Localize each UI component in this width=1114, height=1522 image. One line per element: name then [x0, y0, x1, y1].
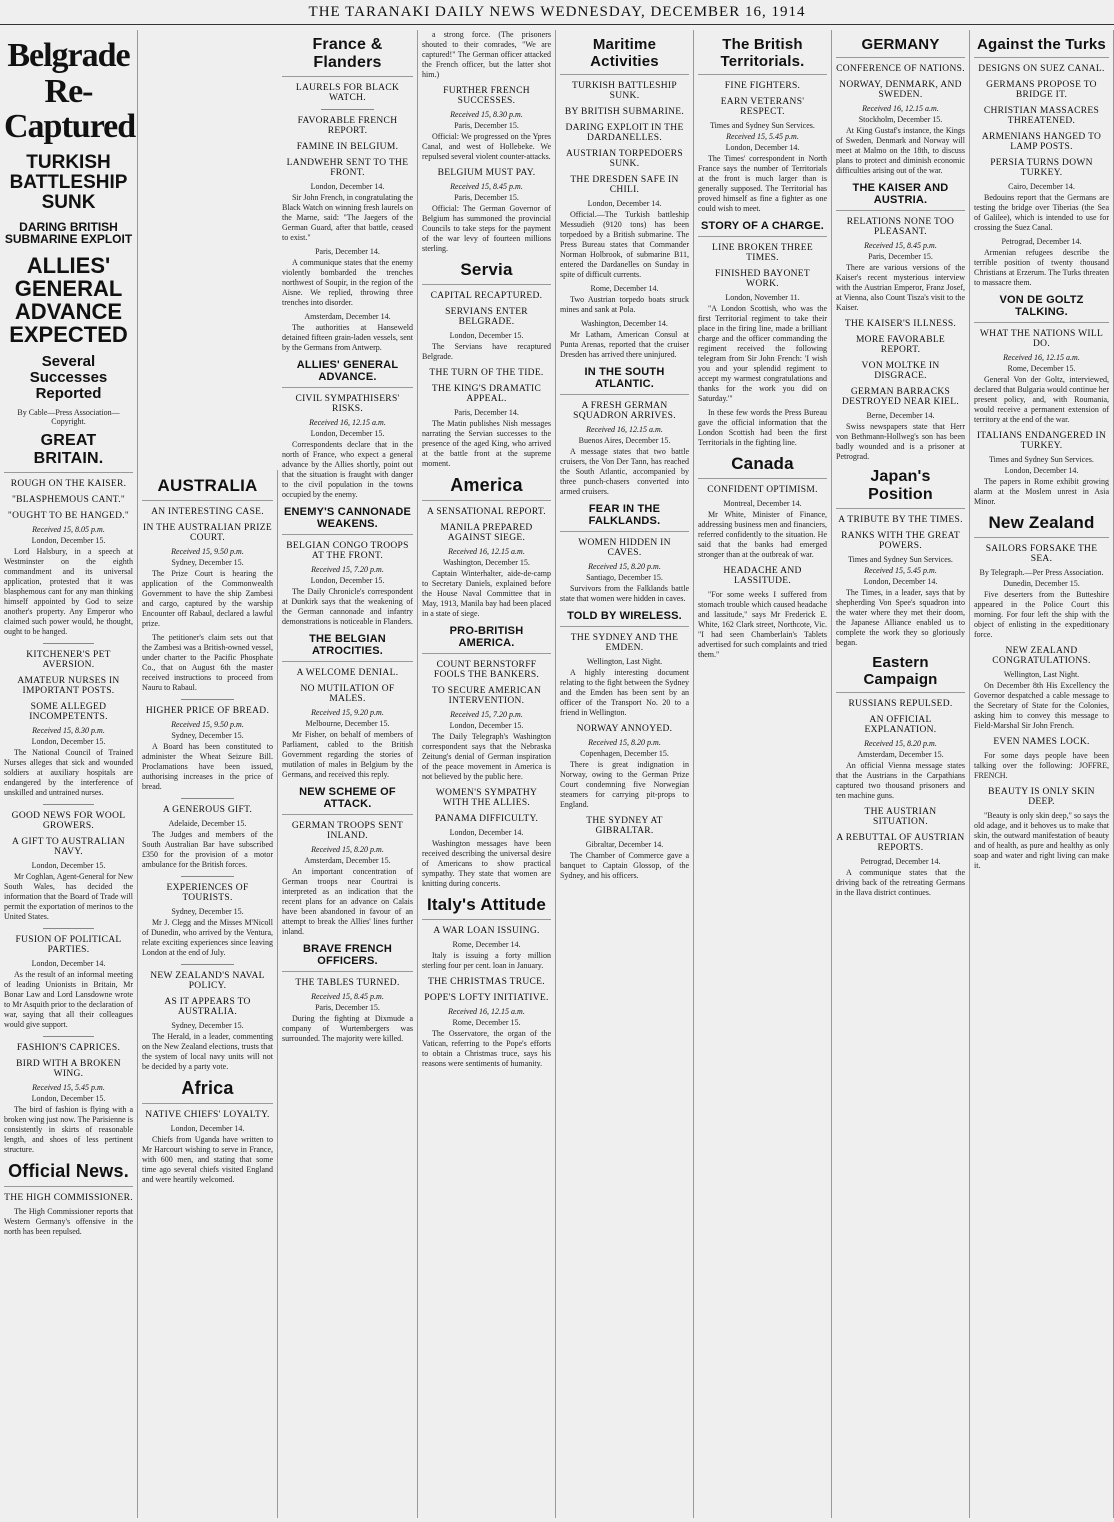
section-servia: Servia	[422, 260, 551, 285]
dateline: London, December 15.	[449, 721, 524, 730]
dateline: Paris, December 15.	[454, 193, 519, 202]
section-eastern-campaign: Eastern Campaign	[836, 654, 965, 693]
headline-daring-submarine: DARING BRITISH SUBMARINE EXPLOIT	[4, 219, 133, 247]
dateline: London, November 11.	[725, 293, 800, 302]
subhead: DARING EXPLOIT IN THE DARDANELLES.	[565, 123, 684, 143]
divider	[181, 964, 233, 965]
received-time: Received 15, 8.45 p.m.	[864, 241, 937, 250]
subhead: "BLASPHEMOUS CANT."	[11, 494, 126, 505]
dateline: Paris, December 14.	[315, 247, 380, 256]
article-text: Washington messages have been received describing the universal desire of Americans to show practical sympathy. They state that women are knitting during concerts.	[422, 839, 551, 888]
subhead: GOOD NEWS FOR WOOL GROWERS.	[11, 810, 126, 831]
received-time: Received 16, 12.15 a.m.	[862, 104, 939, 113]
column-6	[694, 30, 832, 1518]
article-text: The Daily Chronicle's correspondent at Dunkirk says that the weakening of the German cannonade and infantry demonstrations is noticeable in Flanders.	[282, 587, 413, 626]
subhead: PANAMA DIFFICULTY.	[434, 814, 539, 824]
subhead: HEADACHE AND LASSITUDE.	[723, 566, 802, 586]
article-text: General Von der Goltz, interviewed, declared that Bulgaria would continue her present policy, and, with Roumania, would receive a permanent extension of territory at the end of the war.	[974, 375, 1109, 424]
dateline: Petrograd, December 14.	[860, 857, 941, 866]
subhead: FAVORABLE FRENCH REPORT.	[297, 116, 398, 136]
article-text: The bird of fashion is flying with a broken wing just now. The Parisienne is consistently in skirts of reasonable length, and shoes of less pertinent structure.	[4, 1104, 133, 1154]
subhead: COUNT BERNSTORFF FOOLS THE BANKERS.	[433, 660, 540, 680]
divider	[43, 928, 95, 929]
dateline: Washington, December 15.	[443, 558, 530, 567]
byline: By Telegraph.—Per Press Association.	[979, 568, 1104, 577]
subhead: MORE FAVORABLE REPORT.	[855, 335, 946, 355]
received-time: Received 15, 8.30 p.m.	[450, 110, 523, 119]
article-text: A message states that two battle cruisers, the Von Der Tann, has reached the South Atlantic, accompanied by three punch-chasers converted into armed cruisers.	[560, 447, 689, 496]
received-time: Received 15, 5.45 p.m.	[726, 132, 799, 141]
article-text: A communique states that the driving back of the retreating Germans in the Ilava district continues.	[836, 868, 965, 897]
section-australia: AUSTRALIA	[142, 476, 273, 501]
divider	[43, 804, 95, 805]
dateline: Montreal, December 14.	[723, 499, 802, 508]
article-text: Chiefs from Uganda have written to Mr Harcourt wishing to serve in France, with 600 men, and stating that some time ago several chiefs visited England and were heartily welcomed.	[142, 1135, 273, 1184]
subhead: FINE FIGHTERS.	[724, 81, 801, 91]
dateline: Buenos Aires, December 15.	[578, 436, 671, 445]
subhead: ITALIANS ENDANGERED IN TURKEY.	[976, 431, 1107, 451]
subhead: CIVIL SYMPATHISERS' RISKS.	[295, 394, 400, 414]
article-text: A communique states that the enemy violently bombarded the trenches northwest of Soupir, in the region of the Aisne. We replied, throwing three trenches into disorder.	[282, 258, 413, 307]
article-text: The Osservatore, the organ of the Vatican, referring to the Pope's efforts to obtain a Christmas truce, says his reasons were sentiments of humanity.	[422, 1029, 551, 1068]
divider	[181, 798, 233, 799]
received-time: Received 15, 9.20 p.m.	[311, 708, 384, 717]
subhead: SERVIANS ENTER BELGRADE.	[445, 307, 528, 327]
dateline: London, December 14.	[170, 1124, 245, 1133]
received-time: Received 15, 8.45 p.m.	[450, 182, 523, 191]
subhead: BELGIUM MUST PAY.	[437, 168, 536, 178]
subhead: GERMAN BARRACKS DESTROYED NEAR KIEL.	[841, 387, 960, 407]
subhead: A GIFT TO AUSTRALIAN NAVY.	[12, 836, 125, 857]
subhead: NO MUTILATION OF MALES.	[300, 684, 395, 704]
subhead: AS IT APPEARS TO AUSTRALIA.	[164, 997, 251, 1017]
subhead: THE HIGH COMMISSIONER.	[4, 1192, 133, 1203]
headline-allies-advance: ALLIES' GENERAL ADVANCE EXPECTED	[9, 253, 128, 348]
subhead: THE KING'S DRAMATIC APPEAL.	[431, 384, 542, 404]
dateline: Rome, December 15.	[1007, 364, 1076, 373]
article-text: An important concentration of German troops near Courtrai is interpreted as an indication that the recent plans for an advance on Calais have been abandoned in favour of an attempt to break the Allies' lines further inland.	[282, 867, 413, 936]
article-text: Five deserters from the Butteshire appeared in the Police Court this morning. For four left the ship with the object of enlisting in the expeditionary force.	[974, 590, 1109, 639]
dateline: Sydney, December 15.	[171, 907, 244, 916]
subhead: THE DRESDEN SAFE IN CHILI.	[570, 175, 679, 195]
received-time: Received 15, 8.20 p.m.	[864, 739, 937, 748]
article-text: During the fighting at Dixmude a company of Wurtembergers was surrounded. The majority were killed.	[282, 1014, 413, 1043]
dateline: London, December 15.	[310, 429, 385, 438]
subhead: ROUGH ON THE KAISER.	[10, 478, 127, 489]
dateline: Paris, December 15.	[454, 121, 519, 130]
subhead: NEW ZEALAND'S NAVAL POLICY.	[150, 971, 265, 991]
article-text: At King Gustaf's instance, the Kings of Sweden, Denmark and Norway will meet at Malmo on the 18th, to discuss plans to protect and diminish economic difficulties arising out of the war.	[836, 126, 965, 175]
subhead: AN OFFICIAL EXPLANATION.	[864, 715, 937, 735]
subhead: SOME ALLEGED INCOMPETENTS.	[29, 701, 108, 722]
dateline: Adelaide, December 15.	[168, 819, 247, 828]
dateline: Cairo, December 14.	[1008, 182, 1075, 191]
subhead: EXPERIENCES OF TOURISTS.	[166, 883, 249, 903]
article-text: Mr Latham, American Consul at Punta Arenas, reported that the cruiser Dresden has arrived there uninjured.	[560, 330, 689, 359]
subhead: NATIVE CHIEFS' LOYALTY.	[145, 1110, 270, 1120]
article-text: The petitioner's claim sets out that the Zambesi was a British-owned vessel, under charter to the Pacific Phosphate Co., that on August 6th the master received instructions to proceed from Nauru to Rabaul.	[142, 633, 273, 692]
column-8	[970, 30, 1114, 1518]
article-text: The Servians have recaptured Belgrade.	[422, 342, 551, 361]
subhead: AUSTRIAN TORPEDOERS SUNK.	[566, 149, 683, 169]
section-great-britain: GREAT BRITAIN.	[4, 432, 133, 473]
subhead: WOMEN'S SYMPATHY WITH THE ALLIES.	[435, 788, 538, 808]
dateline: Dunedin, December 15.	[1003, 579, 1080, 588]
article-text: On December 8th His Excellency the Governor despatched a cable message to the Secretary of State for the Colonies, asking him to convey this message to Field-Marshal Sir John French.	[974, 681, 1109, 730]
article-text: A highly interesting document relating to the fight between the Sydney and the Emden has been sent by an officer of the Transport No. 20 to a friend in Wellington.	[560, 668, 689, 717]
dateline: Copenhagen, December 15.	[580, 749, 669, 758]
received-time: Received 16, 12.15 a.m.	[1003, 353, 1080, 362]
article-text: The Prize Court is hearing the application of the Commonwealth Government to have the ship Zambesi and cargo, captured by the warship Encounter off Rabaul, declared a lawful prize.	[142, 569, 273, 628]
dateline: London, December 14.	[449, 828, 524, 837]
dateline: Sydney, December 15.	[171, 1021, 244, 1030]
dateline: London, December 14.	[31, 958, 106, 968]
subhead: BEAUTY IS ONLY SKIN DEEP.	[988, 787, 1095, 807]
section-against-turks: Against the Turks	[974, 36, 1109, 58]
dateline: Amsterdam, December 15.	[304, 856, 391, 865]
subhead: EVEN NAMES LOCK.	[993, 737, 1090, 747]
section-south-atlantic: IN THE SOUTH ATLANTIC.	[560, 366, 689, 395]
subhead: ARMENIANS HANGED TO LAMP POSTS.	[981, 132, 1102, 152]
subhead: CONFERENCE OF NATIONS.	[836, 64, 965, 74]
column-2	[138, 470, 278, 1518]
article-text: There is great indignation in Norway, owing to the German Prize Court condemning five Norwegian steamers for carrying pit-props to England.	[560, 760, 689, 809]
section-falklands: FEAR IN THE FALKLANDS.	[560, 503, 689, 532]
dateline: Gibraltar, December 14.	[585, 840, 664, 849]
section-new-scheme: NEW SCHEME OF ATTACK.	[282, 786, 413, 815]
subhead: A WELCOME DENIAL.	[296, 668, 399, 678]
subhead: PERSIA TURNS DOWN TURKEY.	[990, 158, 1093, 178]
article-text: The Herald, in a leader, commenting on the New Zealand elections, trusts that the system of local navy units will not be decided by a party vote.	[142, 1032, 273, 1071]
section-von-de-goltz: VON DE GOLTZ TALKING.	[974, 294, 1109, 323]
subhead: BELGIAN CONGO TROOPS AT THE FRONT.	[286, 541, 409, 561]
section-maritime: Maritime Activities	[560, 36, 689, 75]
received-time: Received 15, 8.30 p.m.	[32, 725, 105, 735]
subhead: THE SYDNEY AT GIBRALTAR.	[586, 816, 663, 836]
subhead: FUSION OF POLITICAL PARTIES.	[15, 934, 122, 955]
subhead: CAPITAL RECAPTURED.	[430, 291, 543, 301]
subhead: LANDWEHR SENT TO THE FRONT.	[286, 158, 409, 178]
subhead: AMATEUR NURSES IN IMPORTANT POSTS.	[17, 675, 120, 696]
section-america: America	[422, 475, 551, 501]
received-time: Received 16, 12.15 a.m.	[309, 418, 386, 427]
section-japan: Japan's Position	[836, 468, 965, 509]
dateline: London, December 15.	[31, 860, 106, 870]
received-time: Received 16, 12.15 a.m.	[448, 1007, 525, 1016]
dateline: Amsterdam, December 15.	[857, 750, 944, 759]
dateline: Sydney, December 15.	[171, 731, 244, 740]
article-text: Italy is issuing a forty million sterling four per cent. loan in January.	[422, 951, 551, 970]
article-text: There are various versions of the Kaiser's recent mysterious interview with the Austrian Emperor, Franz Josef, at Vienna, also Count Tisza's visit to the Kaiser.	[836, 263, 965, 312]
dateline: Rome, December 14.	[452, 940, 521, 949]
received-time: Received 15, 7.20 p.m.	[450, 710, 523, 719]
dateline: London, December 15.	[31, 535, 106, 545]
article-text: The Times, in a leader, says that by shepherding Von Spee's squadron into the water where they met their doom, the Japanese Alliance enabled us to complete the work they so gloriously began.	[836, 588, 965, 647]
dateline: Melbourne, December 15.	[305, 719, 390, 728]
dateline: Sydney, December 15.	[171, 558, 244, 567]
masthead: THE TARANAKI DAILY NEWS WEDNESDAY, DECEMBER 16, 1914	[0, 0, 1114, 25]
received-time: Received 15, 8.20 p.m.	[588, 738, 661, 747]
section-new-zealand: New Zealand	[974, 513, 1109, 538]
subhead: GERMANS PROPOSE TO BRIDGE IT.	[986, 80, 1097, 100]
divider	[321, 109, 373, 110]
column-3	[278, 30, 418, 1518]
article-text: "For some weeks I suffered from stomach trouble which caused headache and lassitude," says Mr Frederick E. White, 162 Clark street, Northcote, Vic. "I had seen Chamberlain's Tablets advertised for such complaints and tried them."	[698, 590, 827, 659]
article-text: For some days people have been talking over the following: JOFFRE, FRENCH.	[974, 751, 1109, 780]
article-text: The authorities at Hanseweld detained fifteen grain-laden vessels, sent by the Germans from Antwerp.	[282, 323, 413, 352]
section-germany: GERMANY	[836, 36, 965, 58]
article-text: Official: The German Governor of Belgium has summoned the provincial Councils to take steps for the payment of the war levy of fourteen millions sterling.	[422, 204, 551, 253]
article-text: Bedouins report that the Germans are testing the bridge over Tiberias (the Sea of Galilee), which is intended to use for crossing the Suez Canal.	[974, 193, 1109, 232]
subhead: A TRIBUTE BY THE TIMES.	[838, 515, 963, 525]
article-text: Mr White, Minister of Finance, addressing business men and financiers, referred confidently to the situation. He said that the banks had emerged stronger than at the outbreak of war.	[698, 510, 827, 559]
subhead: THE TURN OF THE TIDE.	[429, 368, 544, 378]
section-africa: Africa	[142, 1078, 273, 1104]
divider	[43, 643, 95, 644]
article-text: The Daily Telegraph's Washington correspondent says that the Nebraska Zeitung's denial of German inspiration of the peace movement in America is not believed by the public here.	[422, 732, 551, 781]
article-text: Lord Halsbury, in a speech at Westminster on the eighth commandment and its universal application, protested that it was blasphemous cant for any man thinking himself appointed by God to seize another's property. Any Emperor who claimed such power would, he thought, ought to be hanged.	[4, 546, 133, 636]
article-text: Armenian refugees describe the terrible position of twenty thousand Christians at Erzerum. The Turks threaten to massacre them.	[974, 248, 1109, 287]
dateline: London, December 14.	[725, 143, 800, 152]
article-text: A Board has been constituted to administer the Wheat Seizure Bill. Proclamations have been issued, authorising increases in the price of bread.	[142, 742, 273, 791]
dateline: Santiago, December 15.	[586, 573, 663, 582]
dateline: Paris, December 14.	[454, 408, 519, 417]
subhead: CONFIDENT OPTIMISM.	[707, 485, 818, 495]
subhead: DESIGNS ON SUEZ CANAL.	[978, 64, 1105, 74]
article-text: Swiss newspapers state that Herr von Bethmann-Hollweg's son has been badly wounded and is a prisoner at Petrograd.	[836, 422, 965, 461]
service-line: Times and Sydney Sun Services.	[989, 455, 1094, 464]
received-time: Received 15, 5.45 p.m.	[32, 1082, 105, 1092]
section-pro-british: PRO-BRITISH AMERICA.	[422, 625, 551, 654]
dateline: Stockholm, December 15.	[858, 115, 943, 124]
article-text: Official: We progressed on the Ypres Canal, and west of Hollebeke. We repulsed several violent counter-attacks.	[422, 132, 551, 161]
dateline: Wellington, Last Night.	[1003, 670, 1080, 679]
subhead: THE SYDNEY AND THE EMDEN.	[570, 633, 679, 653]
dateline: London, December 14.	[863, 577, 938, 586]
received-time: Received 16, 12.15 a.m.	[448, 547, 525, 556]
column-7	[832, 30, 970, 1518]
subhead: KITCHENER'S PET AVERSION.	[26, 649, 111, 670]
subhead: LINE BROKEN THREE TIMES.	[712, 243, 813, 263]
subhead: IN THE AUSTRALIAN PRIZE COURT.	[143, 523, 272, 543]
subhead: RUSSIANS REPULSED.	[848, 699, 953, 709]
section-canada: Canada	[698, 454, 827, 479]
subhead: TURKISH BATTLESHIP SUNK.	[572, 81, 677, 101]
dateline: London, December 15.	[31, 1093, 106, 1103]
byline: By Cable—Press Association—Copyright.	[17, 407, 120, 426]
divider	[43, 1036, 95, 1037]
section-wireless: TOLD BY WIRELESS.	[560, 610, 689, 627]
dateline: Wellington, Last Night.	[586, 657, 663, 666]
dateline: Paris, December 15.	[868, 252, 933, 261]
subhead: WOMEN HIDDEN IN CAVES.	[578, 538, 671, 558]
column-4	[418, 30, 556, 1518]
article-text: As the result of an informal meeting of leading Unionists in Britain, Mr Bonar Law and Lord Lansdowne wrote to Mr Asquith prior to the declaration of war, saying that all their colleagues would give support.	[4, 969, 133, 1029]
subhead: POPE'S LOFTY INITIATIVE.	[424, 993, 549, 1003]
headline-several-successes: Several Successes Reported	[29, 353, 108, 402]
section-italy: Italy's Attitude	[422, 895, 551, 920]
dateline: London, December 14.	[310, 182, 385, 191]
dateline: Rome, December 14.	[590, 284, 659, 293]
subhead: BIRD WITH A BROKEN WING.	[16, 1058, 121, 1079]
received-time: Received 15, 8.20 p.m.	[588, 562, 661, 571]
headline-turkish-battleship: TURKISH BATTLESHIP SUNK	[9, 152, 128, 213]
subhead: THE TABLES TURNED.	[295, 978, 400, 988]
section-british-territorials: The British Territorials.	[698, 36, 827, 75]
subhead: FURTHER FRENCH SUCCESSES.	[443, 86, 530, 106]
subhead: A GENEROUS GIFT.	[162, 805, 253, 815]
subhead: A SENSATIONAL REPORT.	[427, 507, 546, 517]
subhead: RELATIONS NONE TOO PLEASANT.	[846, 217, 955, 237]
section-allies-advance: ALLIES' GENERAL ADVANCE.	[282, 359, 413, 388]
dateline: Berne, December 14.	[866, 411, 935, 420]
dateline: London, December 14.	[1004, 466, 1079, 475]
article-text: Mr Coghlan, Agent-General for New South Wales, has decided the information that the Board of Trade will permit the exportation of merinos to the United States.	[4, 871, 133, 921]
dateline: Rome, December 15.	[452, 1018, 521, 1027]
subhead: RANKS WITH THE GREAT POWERS.	[841, 531, 960, 551]
divider	[181, 876, 233, 877]
service-line: Times and Sydney Sun Services.	[710, 121, 815, 130]
article-text: "Beauty is only skin deep," so says the old adage, and it behoves us to make that skin, the outward manifestation of beauty and of health, as pure and healthy as only soap and water and right living can make it.	[974, 811, 1109, 870]
section-belgian-atrocities: THE BELGIAN ATROCITIES.	[282, 633, 413, 662]
article-text: The Matin publishes Nish messages narrating the Servian successes to the presence of the aged King, who arrived at the battle front at the supreme moment.	[422, 419, 551, 468]
subhead: A FRESH GERMAN SQUADRON ARRIVES.	[573, 401, 676, 421]
article-text: Mr Fisher, on behalf of members of Parliament, cabled to the British Government regarding the stories of mutilation of males in Belgium by the Germans, and received this reply.	[282, 730, 413, 779]
dateline: London, December 15.	[310, 576, 385, 585]
dateline: Washington, December 14.	[581, 319, 668, 328]
received-time: Received 15, 8.45 p.m.	[311, 992, 384, 1001]
dateline: Paris, December 15.	[315, 1003, 380, 1012]
article-text: a strong force. (The prisoners shouted to their comrades, "We are captured!" The German officer attacked the French officer, but the latter shot him.)	[422, 30, 551, 79]
dateline: London, December 15.	[449, 331, 524, 340]
article-text: Captain Winterhalter, aide-de-camp to Secretary Daniels, explained before the House Naval Committee that in May, 1913, Manila bay had been placed in a state of siege.	[422, 569, 551, 618]
subhead: LAURELS FOR BLACK WATCH.	[295, 83, 400, 103]
received-time: Received 15, 8.20 p.m.	[311, 845, 384, 854]
service-line: Times and Sydney Sun Services.	[848, 555, 953, 564]
column-1	[0, 30, 138, 1518]
received-time: Received 15, 7.20 p.m.	[311, 565, 384, 574]
dateline: London, December 14.	[587, 199, 662, 208]
section-official-news: Official News.	[4, 1161, 133, 1187]
article-text: In these few words the Press Bureau gave the official information that the London Scottish had been the first Territorials in the fighting line.	[698, 408, 827, 447]
subhead: NEW ZEALAND CONGRATULATIONS.	[992, 646, 1091, 666]
section-brave-french: BRAVE FRENCH OFFICERS.	[282, 943, 413, 972]
subhead: VON MOLTKE IN DISGRACE.	[861, 361, 940, 381]
subhead: EARN VETERANS' RESPECT.	[720, 97, 805, 117]
subhead: FASHION'S CAPRICES.	[16, 1042, 121, 1053]
received-time: Received 15, 5.45 p.m.	[864, 566, 937, 575]
subhead: THE KAISER'S ILLNESS.	[844, 319, 957, 329]
article-text: Mr J. Clegg and the Misses M'Nicoll of Dunedin, who arrived by the Ventura, relate exciting experiences since leaving London at the end of July.	[142, 918, 273, 957]
received-time: Received 15, 9.50 p.m.	[171, 720, 244, 729]
article-text: Official.—The Turkish battleship Messudieh (9120 tons) has been torpedoed by a British submarine. The Press Bureau states that Commander Norman Holbrook, of submarine B11, entered the Dardanelles on Sunday in spite of difficult currents.	[560, 210, 689, 279]
subhead: MANILA PREPARED AGAINST SIEGE.	[440, 523, 533, 543]
subhead: A WAR LOAN ISSUING.	[433, 926, 540, 936]
article-text: The Judges and members of the South Australian Bar have subscribed £350 for the provision of a motor ambulance for the British forces.	[142, 830, 273, 869]
subhead: FAMINE IN BELGIUM.	[296, 142, 399, 152]
subhead: CHRISTIAN MASSACRES THREATENED.	[983, 106, 1100, 126]
article-text: "A London Scottish, who was the first Territorial regiment to take their place in the firing line, made a brilliant charge and the officer commanding the regiment received the following telegram from Sir John French: 'I wish you and your splendid regiment to accept my warmest congratulations and thanks for the work you did on Saturday.'"	[698, 304, 827, 403]
subhead: AN INTERESTING CASE.	[151, 507, 264, 517]
headline-belgrade: Belgrade Re-Captured	[4, 37, 136, 146]
received-time: Received 16, 12.15 a.m.	[586, 425, 663, 434]
subhead: HIGHER PRICE OF BREAD.	[145, 706, 270, 716]
subhead: SAILORS FORSAKE THE SEA.	[985, 544, 1098, 564]
subhead: FINISHED BAYONET WORK.	[715, 269, 810, 289]
article-text: An official Vienna message states that the Austrians in the Carpathians captured two thousand prisoners and ten machine guns.	[836, 761, 965, 800]
article-text: The National Council of Trained Nurses alleges that sick and wounded soldiers at auxiliary hospitals are endangered by the interference of unskilled and untrained nurses.	[4, 747, 133, 797]
subhead: A REBUTTAL OF AUSTRIAN REPORTS.	[836, 833, 965, 853]
article-text: Correspondents declare that in the north of France, who expect a general advance by the Allies shortly, point out that the situation is fraught with danger to the civil population in the towns occupied by the enemy.	[282, 440, 413, 499]
divider	[181, 699, 233, 700]
section-enemy-cannonade: ENEMY'S CANNONADE WEAKENS.	[282, 506, 413, 535]
section-kaiser-austria: THE KAISER AND AUSTRIA.	[836, 182, 965, 211]
article-text: Sir John French, in congratulating the Black Watch on winning fresh laurels on the Marne, said: "The Jaegers of the German Guard, after that battle, ceased to exist."	[282, 193, 413, 242]
subhead: TO SECURE AMERICAN INTERVENTION.	[431, 686, 542, 706]
subhead: WHAT THE NATIONS WILL DO.	[979, 329, 1104, 349]
section-story-of-charge: STORY OF A CHARGE.	[698, 220, 827, 237]
subhead: "OUGHT TO BE HANGED."	[7, 510, 130, 521]
column-5	[556, 30, 694, 1518]
subhead: THE AUSTRIAN SITUATION.	[864, 807, 937, 827]
subhead: NORWAY ANNOYED.	[576, 724, 673, 734]
article-text: The Chamber of Commerce gave a banquet to Captain Glossop, of the Sydney, and his officers.	[560, 851, 689, 880]
section-france-flanders: France & Flanders	[282, 36, 413, 77]
dateline: London, December 15.	[31, 736, 106, 746]
subhead: THE CHRISTMAS TRUCE.	[428, 977, 545, 987]
subhead: NORWAY, DENMARK, AND SWEDEN.	[839, 80, 962, 100]
article-text: Two Austrian torpedo boats struck mines and sank at Pola.	[560, 295, 689, 314]
subhead: GERMAN TROOPS SENT INLAND.	[291, 821, 404, 841]
article-text: The Times' correspondent in North France says the number of Territorials at the front is much larger than is generally supposed. The Territorial has proved himself as fine a fighter as one could wish to meet.	[698, 154, 827, 213]
dateline: Amsterdam, December 14.	[304, 312, 391, 321]
dateline: Petrograd, December 14.	[1001, 237, 1082, 246]
article-text: The papers in Rome exhibit growing alarm at the Moslem unrest in Asia Minor.	[974, 477, 1109, 506]
article-text: The High Commissioner reports that Western Germany's offensive in the north has been repulsed.	[4, 1206, 133, 1236]
received-time: Received 15, 9.50 p.m.	[171, 547, 244, 556]
subhead: BY BRITISH SUBMARINE.	[564, 107, 685, 117]
received-time: Received 15, 8.05 p.m.	[32, 524, 105, 534]
article-text: Survivors from the Falklands battle state that women were hidden in caves.	[560, 584, 689, 603]
